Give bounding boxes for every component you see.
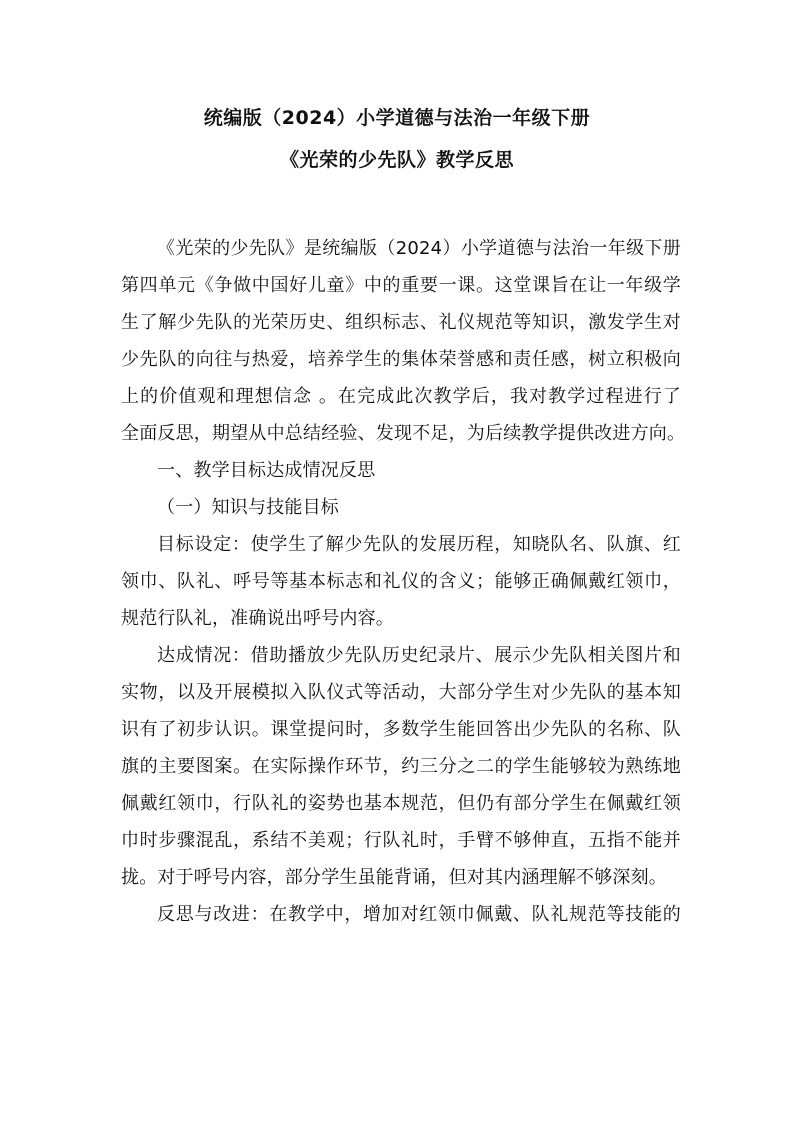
document-title: 统编版（2024）小学道德与法治一年级下册: [203, 107, 591, 129]
paragraph-line: 《光荣的少先队》是统编版（2024）小学道德与法治一年级下册: [157, 238, 681, 259]
paragraph-line: 上的价值观和理想信念 。在完成此次教学后，我对教学过程进行了: [121, 386, 681, 407]
paragraph-line: 目标设定：使学生了解少先队的发展历程，知晓队名、队旗、红: [157, 534, 681, 555]
paragraph-line: 佩戴红领巾，行队礼的姿势也基本规范，但仍有部分学生在佩戴红领: [121, 793, 681, 814]
paragraph-line: 识有了初步认识。课堂提问时，多数学生能回答出少先队的名称、队: [121, 719, 681, 740]
paragraph-line: 旗的主要图案。在实际操作环节，约三分之二的学生能够较为熟练地: [121, 756, 681, 777]
section-heading: 一、教学目标达成情况反思: [157, 460, 376, 481]
paragraph-line: 全面反思，期望从中总结经验、发现不足，为后续教学提供改进方向。: [121, 423, 686, 444]
paragraph-line: 第四单元《争做中国好儿童》中的重要一课。这堂课旨在让一年级学: [121, 275, 681, 296]
paragraph-line: 规范行队礼，准确说出呼号内容。: [121, 608, 394, 629]
document-body: [121, 230, 686, 933]
paragraph-line: 领巾、队礼、呼号等基本标志和礼仪的含义；能够正确佩戴红领巾，: [121, 571, 681, 592]
paragraph-line: 巾时步骤混乱，系结不美观；行队礼时，手臂不够伸直，五指不能并: [121, 830, 681, 851]
paragraph-line: 达成情况：借助播放少先队历史纪录片、展示少先队相关图片和: [157, 645, 681, 666]
paragraph-line: 反思与改进：在教学中，增加对红领巾佩戴、队礼规范等技能的: [157, 904, 681, 925]
paragraph-line: 实物，以及开展模拟入队仪式等活动，大部分学生对少先队的基本知: [121, 682, 681, 703]
document-subtitle: 《光荣的少先队》教学反思: [279, 149, 514, 171]
paragraph-line: 拢。对于呼号内容，部分学生虽能背诵，但对其内涵理解不够深刻。: [121, 867, 667, 888]
paragraph-line: 少先队的向往与热爱，培养学生的集体荣誉感和责任感，树立积极向: [121, 349, 681, 370]
subsection-heading: （一）知识与技能目标: [157, 497, 339, 518]
paragraph-line: 生了解少先队的光荣历史、组织标志、礼仪规范等知识，激发学生对: [121, 312, 681, 333]
